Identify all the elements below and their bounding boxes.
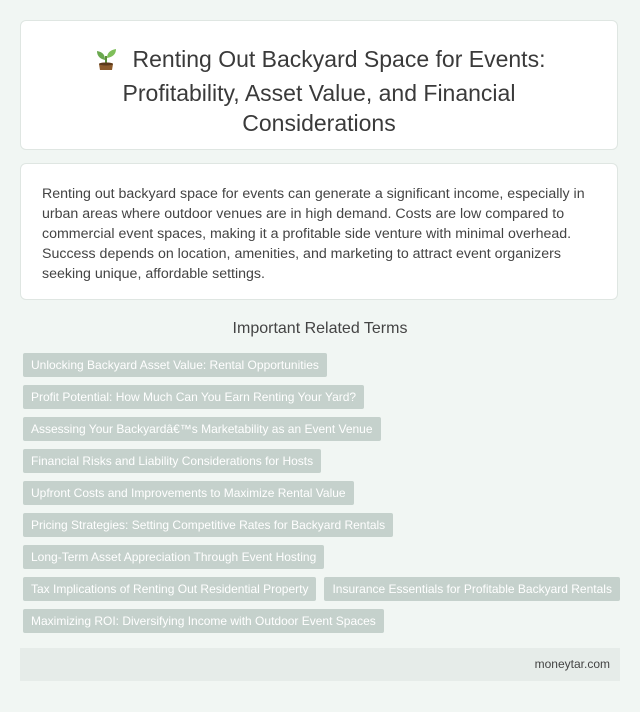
related-term-tag[interactable]: Pricing Strategies: Setting Competitive Rates for Backyard Rentals <box>23 513 393 537</box>
related-term-tag[interactable]: Insurance Essentials for Profitable Backyard Rentals <box>324 577 619 601</box>
intro-card <box>20 163 618 300</box>
related-term-tag[interactable]: Profit Potential: How Much Can You Earn Renting Your Yard? <box>23 385 364 409</box>
related-terms-list <box>23 353 623 641</box>
title-card <box>20 20 618 150</box>
related-term-tag[interactable]: Assessing Your Backyardâ€™s Marketability as an Event Venue <box>23 417 381 441</box>
intro-paragraph: Renting out backyard space for events can generate a significant income, especially in urban areas where outdoor venues are in high demand. Costs are low compared to commercial event spaces, making it a profitable side venture with minimal overhead. Success depends on location, amenities, and marketing to attract event organizers seeking unique, affordable settings. <box>42 186 585 282</box>
sprout-icon <box>93 45 119 78</box>
related-term-tag[interactable]: Financial Risks and Liability Considerations for Hosts <box>23 449 321 473</box>
related-term-tag[interactable]: Unlocking Backyard Asset Value: Rental Opportunities <box>23 353 327 377</box>
footer-site-link[interactable]: moneytar.com <box>534 657 610 671</box>
page-title <box>81 44 557 138</box>
related-term-tag[interactable]: Long-Term Asset Appreciation Through Event Hosting <box>23 545 324 569</box>
page-title-text: Renting Out Backyard Space for Events: Profitability, Asset Value, and Financial Considerations <box>122 46 546 136</box>
related-term-tag[interactable]: Upfront Costs and Improvements to Maximize Rental Value <box>23 481 354 505</box>
related-terms-heading: Important Related Terms <box>232 320 408 337</box>
related-term-tag[interactable]: Tax Implications of Renting Out Residential Property <box>23 577 316 601</box>
related-term-tag[interactable]: Maximizing ROI: Diversifying Income with Outdoor Event Spaces <box>23 609 384 633</box>
footer <box>20 648 620 681</box>
